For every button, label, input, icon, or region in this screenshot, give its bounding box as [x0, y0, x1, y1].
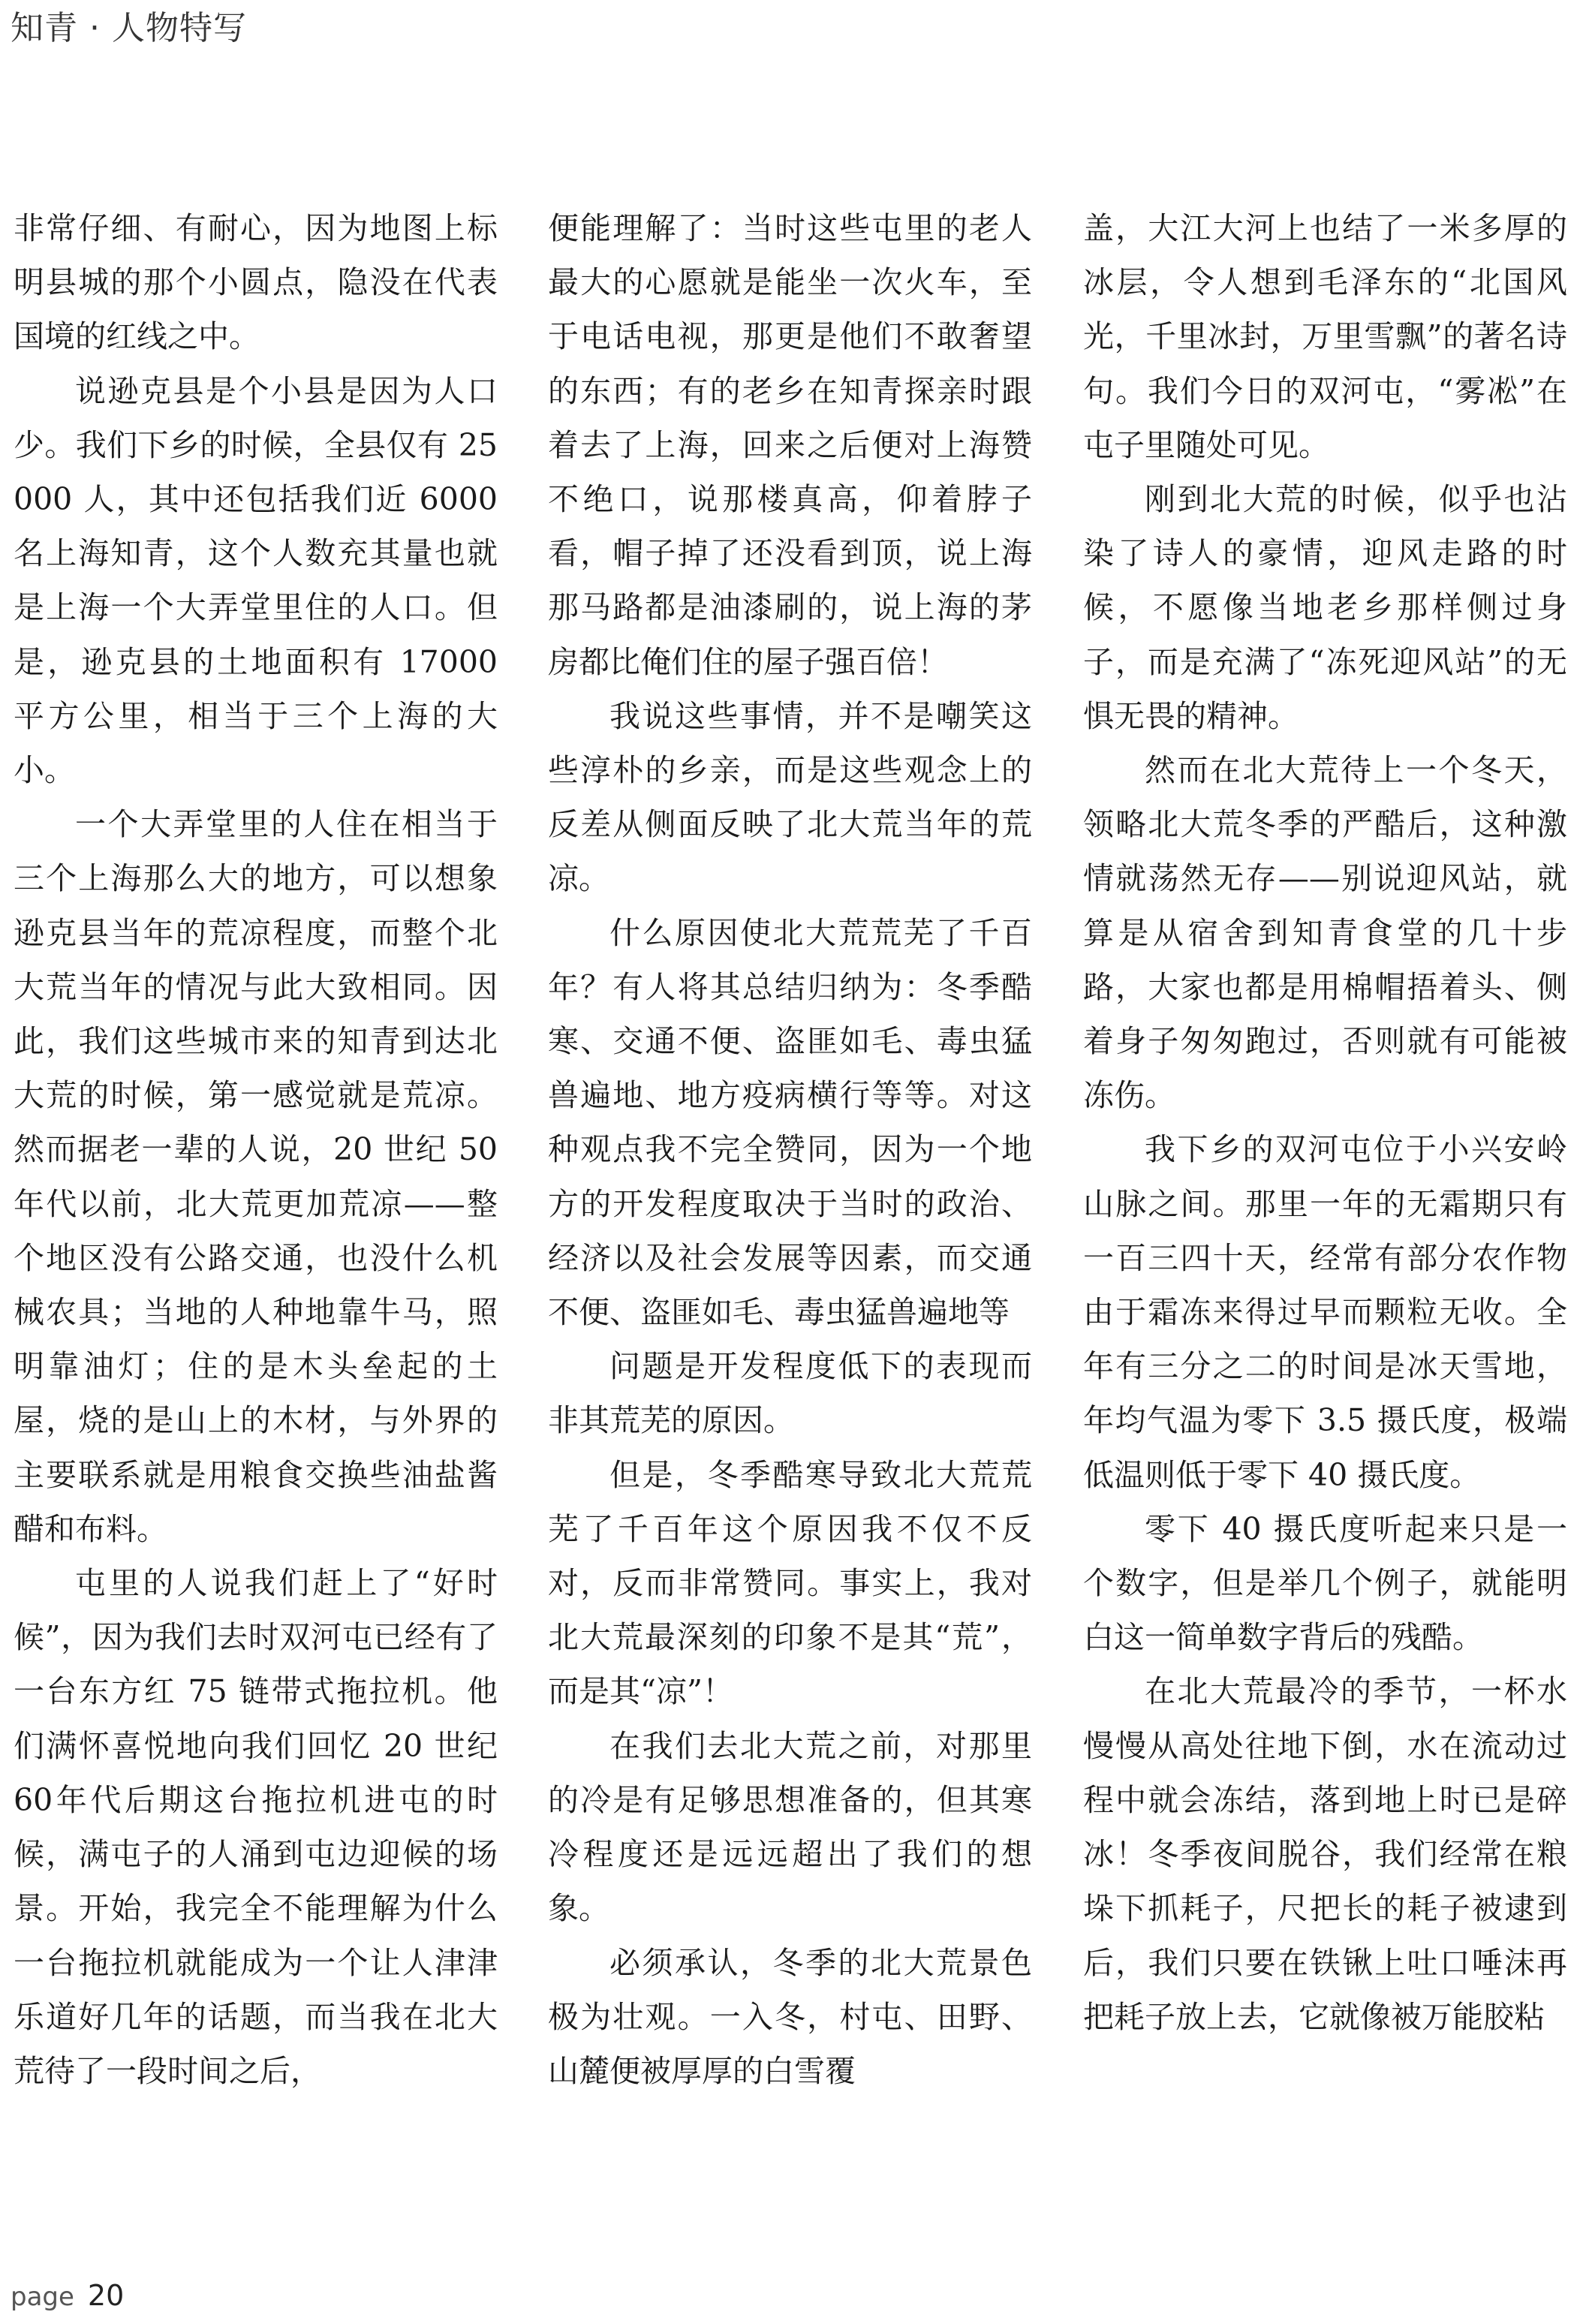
paragraph: 在我们去北大荒之前，对那里的冷是有足够思想准备的，但其寒冷程度还是远远超出了我们的想象。 — [548, 1727, 1032, 1927]
paragraph: 问题是开发程度低下的表现而非其荒芜的原因。 — [548, 1348, 1032, 1439]
page-label: page — [11, 2282, 74, 2312]
paragraph: 我说这些事情，并不是嘲笑这些淳朴的乡亲，而是这些观念上的反差从侧面反映了北大荒当年的荒凉。 — [548, 697, 1032, 897]
paragraph: 一个大弄堂里的人住在相当于三个上海那么大的地方，可以想象逊克县当年的荒凉程度，而整个北大荒当年的情况与此大致相同。因此，我们这些城市来的知青到达北大荒的时候，第一感觉就是荒凉。然而据老一辈的人说，20 世纪 50 年代以前，北大荒更加荒凉——整个地区没有公路交通，也没什么机械农具；当地的人种地靠牛马，照明靠油灯；住的是木头垒起的土屋，烧的是山上的木材，与外界的主要联系就是用粮食交换些油盐酱醋和布料。 — [14, 806, 498, 1547]
paragraph: 零下 40 摄氏度听起来只是一个数字，但是举几个例子，就能明白这一简单数字背后的残酷。 — [1083, 1510, 1567, 1656]
paragraph: 非常仔细、有耐心，因为地图上标明县城的那个小圆点，隐没在代表国境的红线之中。 — [14, 210, 498, 355]
paragraph: 什么原因使北大荒荒芜了千百年？有人将其总结归纳为：冬季酷寒、交通不便、盗匪如毛、毒虫猛兽遍地、地方疫病横行等等。对这种观点我不完全赞同，因为一个地方的开发程度取决于当时的政治、经济以及社会发展等因素，而交通不便、盗匪如毛、毒虫猛兽遍地等 — [548, 914, 1032, 1331]
paragraph: 便能理解了：当时这些屯里的老人最大的心愿就是能坐一次火车，至于电话电视，那更是他们不敢奢望的东西；有的老乡在知青探亲时跟着去了上海，回来之后便对上海赞不绝口，说那楼真高，仰着脖子看，帽子掉了还没看到顶，说上海那马路都是油漆刷的，说上海的茅房都比俺们住的屋子强百倍！ — [548, 210, 1032, 680]
paragraph: 屯里的人说我们赶上了“好时候”，因为我们去时双河屯已经有了一台东方红 75 链带式拖拉机。他们满怀喜悦地向我们回忆 20 世纪 60年代后期这台拖拉机进屯的时候，满屯子的人涌到屯边迎候的场景。开始，我完全不能理解为什么一台拖拉机就能成为一个让人津津乐道好几年的话题，而当我在北大荒待了一段时间之后， — [14, 1565, 498, 2089]
page-footer — [11, 2279, 124, 2324]
paragraph: 必须承认，冬季的北大荒景色极为壮观。一入冬，村屯、田野、山麓便被厚厚的白雪覆 — [548, 1944, 1032, 2089]
paragraph: 在北大荒最冷的季节，一杯水慢慢从高处往地下倒，水在流动过程中就会冻结，落到地上时已是碎冰！冬季夜间脱谷，我们经常在粮垛下抓耗子，尺把长的耗子被逮到后，我们只要在铁锹上吐口唾沫再把耗子放上去，它就像被万能胶粘 — [1083, 1673, 1567, 2035]
text-column-2 — [548, 201, 1032, 2098]
paragraph: 刚到北大荒的时候，似乎也沾染了诗人的豪情，迎风走路的时候，不愿像当地老乡那样侧过身子，而是充满了“冻死迎风站”的无惧无畏的精神。 — [1083, 481, 1567, 734]
text-column-3 — [1083, 201, 1567, 2044]
paragraph: 但是，冬季酷寒导致北大荒荒芜了千百年这个原因我不仅不反对，反而非常赞同。事实上，我对北大荒最深刻的印象不是其“荒”，而是其“凉”！ — [548, 1456, 1032, 1710]
paragraph: 然而在北大荒待上一个冬天，领略北大荒冬季的严酷后，这种激情就荡然无存——别说迎风站，就算是从宿舍到知青食堂的几十步路，大家也都是用棉帽捂着头、侧着身子匆匆跑过，否则就有可能被冻伤。 — [1083, 752, 1567, 1114]
paragraph: 盖，大江大河上也结了一米多厚的冰层，令人想到毛泽东的“北国风光，千里冰封，万里雪飘”的著名诗句。我们今日的双河屯，“雾凇”在屯子里随处可见。 — [1083, 210, 1567, 463]
section-header: 知青 · 人物特写 — [11, 9, 247, 47]
paragraph: 说逊克县是个小县是因为人口少。我们下乡的时候，全县仅有 25000 人，其中还包括我们近 6000 名上海知青，这个人数充其量也就是上海一个大弄堂里住的人口。但是，逊克县的土地面积有 17000 平方公里，相当于三个上海的大小。 — [14, 372, 498, 789]
page-number: 20 — [87, 2279, 125, 2312]
text-column-1 — [14, 201, 498, 2098]
paragraph: 我下乡的双河屯位于小兴安岭山脉之间。那里一年的无霜期只有一百三四十天，经常有部分农作物由于霜冻来得过早而颗粒无收。全年有三分之二的时间是冰天雪地，年均气温为零下 3.5 摄氏度，极端低温则低于零下 40 摄氏度。 — [1083, 1131, 1567, 1493]
